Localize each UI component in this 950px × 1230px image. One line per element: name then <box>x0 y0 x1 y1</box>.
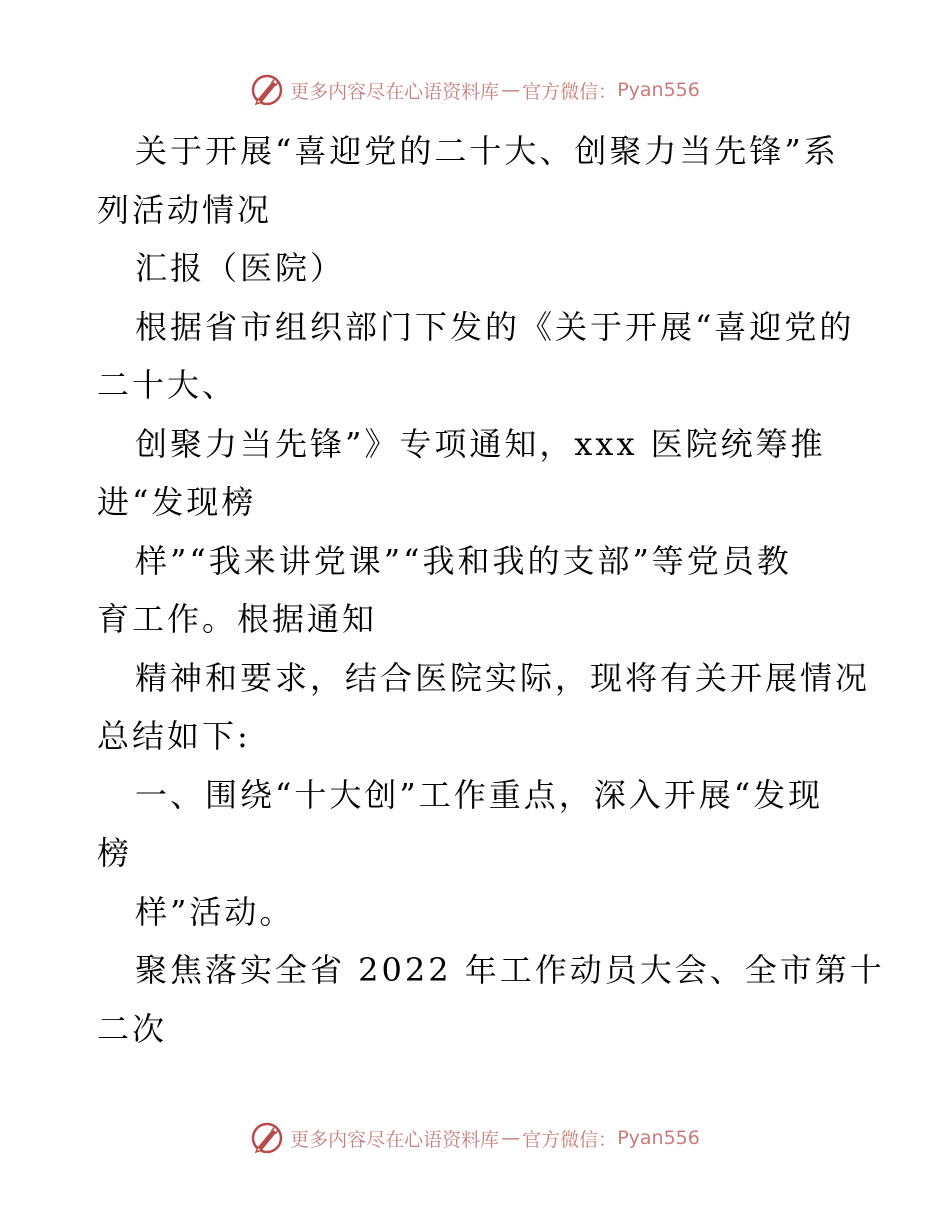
paragraph-line: 创聚力当先锋”》专项通知，xxx 医院统筹推 <box>135 424 826 463</box>
subtitle-line: 汇报（医院） <box>135 249 346 287</box>
title-line-2: 列活动情况 <box>97 190 273 229</box>
paragraph-line: 育工作。根据通知 <box>97 600 378 638</box>
paragraph-line: 进“发现榜 <box>97 483 257 521</box>
pen-circle-logo-icon <box>250 1121 284 1155</box>
section-heading-line: 样”活动。 <box>135 892 295 931</box>
watermark-suffix: 官方微信： <box>522 80 618 103</box>
title-line-1: 关于开展“喜迎党的二十大、创聚力当先锋”系 <box>135 132 839 170</box>
watermark-dash: — <box>501 1127 521 1149</box>
footer-watermark <box>0 1118 950 1158</box>
watermark-id: Pyan556 <box>617 79 700 101</box>
paragraph-line: 精神和要求，结合医院实际，现将有关开展情况 <box>135 658 871 697</box>
paragraph-line: 根据省市组织部门下发的《关于开展“喜迎党的 <box>135 307 855 346</box>
document-body <box>97 122 885 1058</box>
paragraph-line: 二次 <box>97 1009 168 1048</box>
watermark-dash: — <box>501 79 521 101</box>
watermark-id: Pyan556 <box>617 1127 700 1149</box>
paragraph-line: 聚焦落实全省 2022 年工作动员大会、全市第十 <box>135 951 885 989</box>
section-heading-line: 榜 <box>97 834 133 872</box>
header-watermark <box>0 70 950 110</box>
paragraph-line: 总结如下: <box>97 717 251 755</box>
paragraph-line: 样”“我来讲党课”“我和我的支部”等党员教 <box>135 541 792 580</box>
paragraph-line: 二十大、 <box>97 366 238 404</box>
watermark-text: 更多内容尽在心语资料库 <box>290 1128 500 1151</box>
watermark-suffix: 官方微信： <box>522 1128 618 1151</box>
pen-circle-logo-icon <box>250 73 284 107</box>
watermark-text: 更多内容尽在心语资料库 <box>290 80 500 103</box>
section-heading-line: 一、围绕“十大创”工作重点，深入开展“发现 <box>135 775 824 814</box>
